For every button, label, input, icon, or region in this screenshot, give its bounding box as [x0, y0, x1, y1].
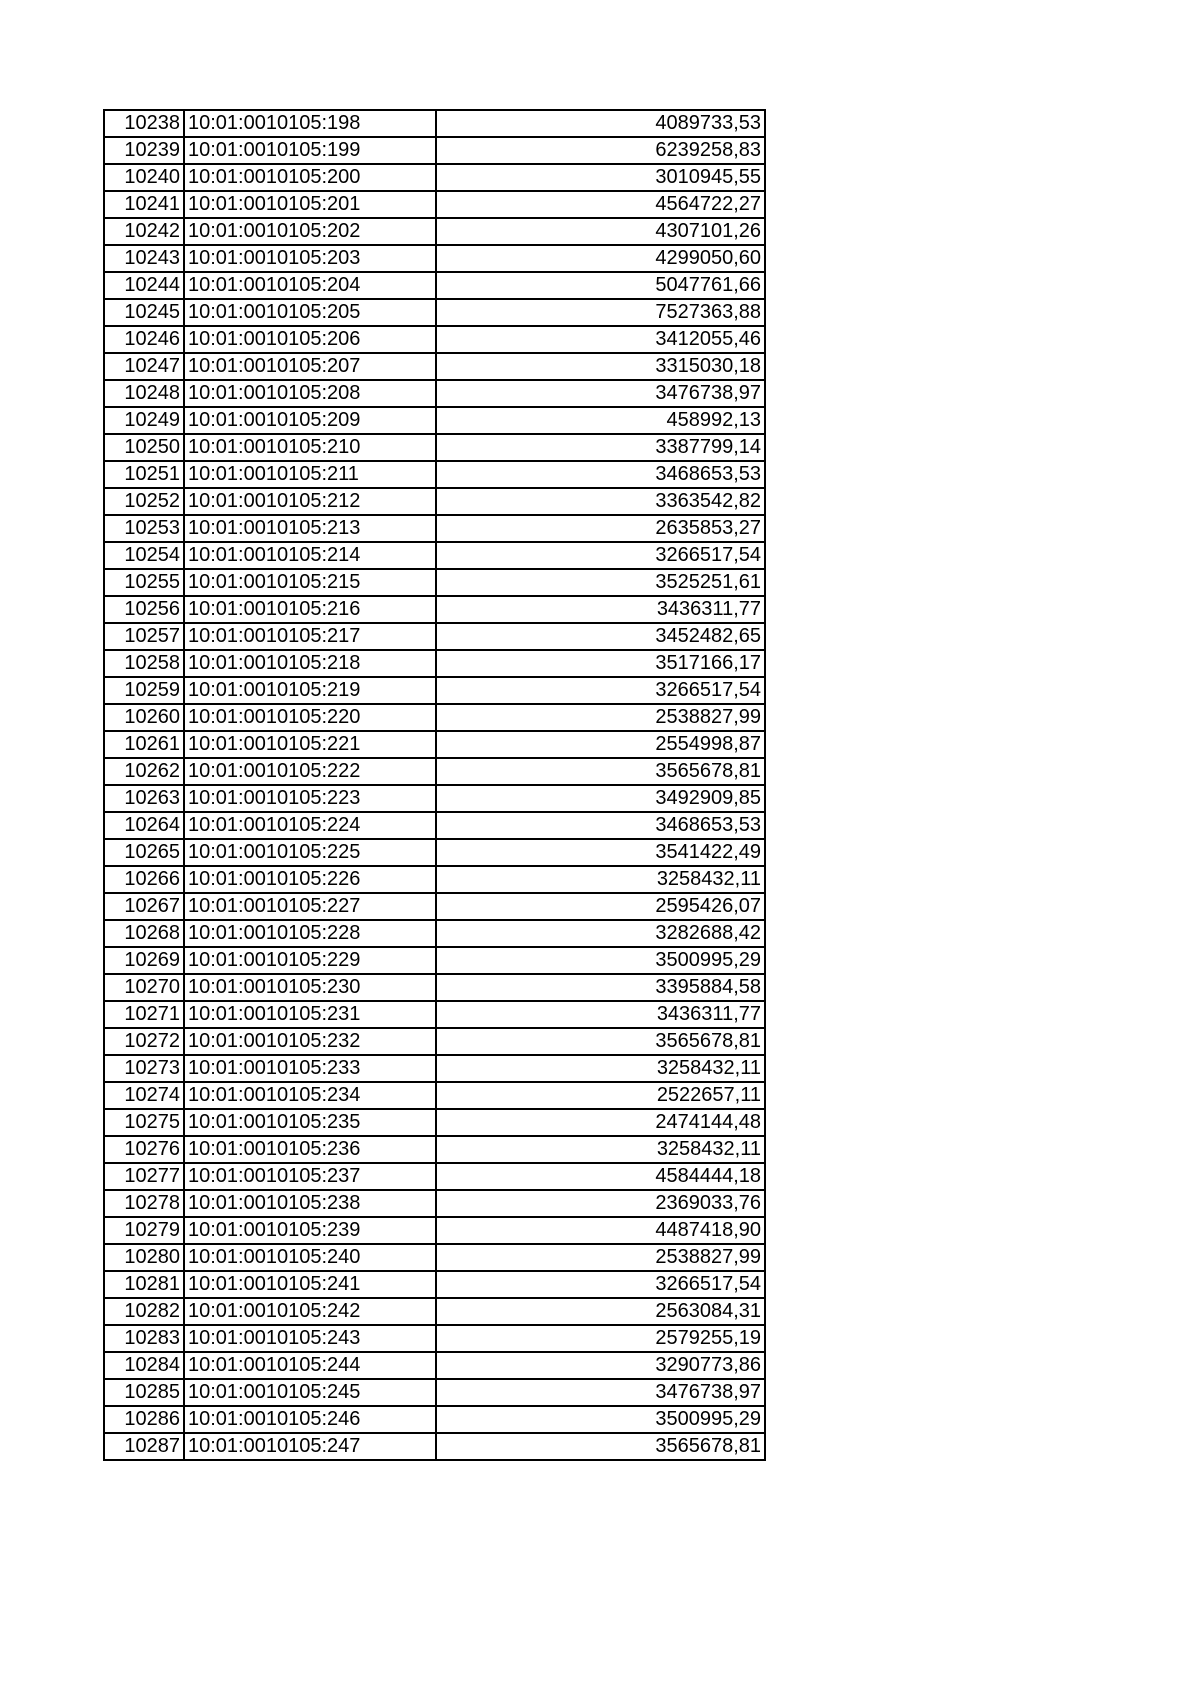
cadastral-value-cell: 2474144,48 [436, 1109, 765, 1136]
row-number-cell: 10250 [104, 434, 184, 461]
cadastral-number-cell: 10:01:0010105:200 [184, 164, 436, 191]
cadastral-value-cell: 3541422,49 [436, 839, 765, 866]
row-number-cell: 10260 [104, 704, 184, 731]
cadastral-number-cell: 10:01:0010105:210 [184, 434, 436, 461]
row-number-cell: 10277 [104, 1163, 184, 1190]
table-row [104, 920, 765, 947]
cadastral-value-cell: 2554998,87 [436, 731, 765, 758]
row-number-cell: 10243 [104, 245, 184, 272]
table-row [104, 488, 765, 515]
cadastral-value-cell: 3412055,46 [436, 326, 765, 353]
cadastral-number-cell: 10:01:0010105:240 [184, 1244, 436, 1271]
cadastral-number-cell: 10:01:0010105:218 [184, 650, 436, 677]
table-row [104, 191, 765, 218]
row-number-cell: 10273 [104, 1055, 184, 1082]
cadastral-number-cell: 10:01:0010105:225 [184, 839, 436, 866]
row-number-cell: 10271 [104, 1001, 184, 1028]
cadastral-value-cell: 2369033,76 [436, 1190, 765, 1217]
row-number-cell: 10270 [104, 974, 184, 1001]
cadastral-number-cell: 10:01:0010105:219 [184, 677, 436, 704]
cadastral-value-cell: 3266517,54 [436, 1271, 765, 1298]
cadastral-number-cell: 10:01:0010105:235 [184, 1109, 436, 1136]
cadastral-number-cell: 10:01:0010105:234 [184, 1082, 436, 1109]
cadastral-value-cell: 4299050,60 [436, 245, 765, 272]
cadastral-value-cell: 3315030,18 [436, 353, 765, 380]
table-row [104, 758, 765, 785]
cadastral-number-cell: 10:01:0010105:226 [184, 866, 436, 893]
table-row [104, 245, 765, 272]
table-row [104, 650, 765, 677]
cadastral-number-cell: 10:01:0010105:215 [184, 569, 436, 596]
row-number-cell: 10263 [104, 785, 184, 812]
cadastral-value-cell: 6239258,83 [436, 137, 765, 164]
cadastral-number-cell: 10:01:0010105:209 [184, 407, 436, 434]
row-number-cell: 10259 [104, 677, 184, 704]
cadastral-value-cell: 4564722,27 [436, 191, 765, 218]
row-number-cell: 10255 [104, 569, 184, 596]
row-number-cell: 10286 [104, 1406, 184, 1433]
row-number-cell: 10246 [104, 326, 184, 353]
row-number-cell: 10287 [104, 1433, 184, 1460]
row-number-cell: 10283 [104, 1325, 184, 1352]
table-row [104, 542, 765, 569]
table-row [104, 1109, 765, 1136]
cadastral-value-cell: 3010945,55 [436, 164, 765, 191]
cadastral-value-cell: 3476738,97 [436, 1379, 765, 1406]
row-number-cell: 10247 [104, 353, 184, 380]
cadastral-value-cell: 3500995,29 [436, 1406, 765, 1433]
table-row [104, 353, 765, 380]
cadastral-number-cell: 10:01:0010105:233 [184, 1055, 436, 1082]
row-number-cell: 10239 [104, 137, 184, 164]
cadastral-number-cell: 10:01:0010105:228 [184, 920, 436, 947]
cadastral-value-table [103, 109, 766, 1461]
table-row [104, 1325, 765, 1352]
row-number-cell: 10254 [104, 542, 184, 569]
cadastral-number-cell: 10:01:0010105:217 [184, 623, 436, 650]
cadastral-number-cell: 10:01:0010105:222 [184, 758, 436, 785]
cadastral-number-cell: 10:01:0010105:212 [184, 488, 436, 515]
row-number-cell: 10269 [104, 947, 184, 974]
table-row [104, 407, 765, 434]
table-row [104, 677, 765, 704]
row-number-cell: 10279 [104, 1217, 184, 1244]
cadastral-value-cell: 4089733,53 [436, 110, 765, 137]
cadastral-number-cell: 10:01:0010105:229 [184, 947, 436, 974]
cadastral-value-cell: 3282688,42 [436, 920, 765, 947]
table-row [104, 1136, 765, 1163]
row-number-cell: 10238 [104, 110, 184, 137]
table-row [104, 137, 765, 164]
table-body [104, 110, 765, 1460]
table-row [104, 893, 765, 920]
table-row [104, 380, 765, 407]
table-row [104, 839, 765, 866]
cadastral-number-cell: 10:01:0010105:221 [184, 731, 436, 758]
cadastral-number-cell: 10:01:0010105:208 [184, 380, 436, 407]
row-number-cell: 10240 [104, 164, 184, 191]
cadastral-value-cell: 2538827,99 [436, 704, 765, 731]
cadastral-value-cell: 3436311,77 [436, 596, 765, 623]
table-row [104, 1217, 765, 1244]
table-row [104, 569, 765, 596]
row-number-cell: 10252 [104, 488, 184, 515]
cadastral-number-cell: 10:01:0010105:204 [184, 272, 436, 299]
cadastral-number-cell: 10:01:0010105:207 [184, 353, 436, 380]
table-row [104, 1379, 765, 1406]
cadastral-value-cell: 3363542,82 [436, 488, 765, 515]
table-row [104, 812, 765, 839]
cadastral-number-cell: 10:01:0010105:245 [184, 1379, 436, 1406]
cadastral-number-cell: 10:01:0010105:231 [184, 1001, 436, 1028]
cadastral-value-cell: 3468653,53 [436, 461, 765, 488]
cadastral-value-cell: 3500995,29 [436, 947, 765, 974]
row-number-cell: 10245 [104, 299, 184, 326]
table-row [104, 272, 765, 299]
table-row [104, 218, 765, 245]
cadastral-value-cell: 3452482,65 [436, 623, 765, 650]
row-number-cell: 10275 [104, 1109, 184, 1136]
cadastral-value-cell: 3565678,81 [436, 1433, 765, 1460]
table-row [104, 461, 765, 488]
row-number-cell: 10281 [104, 1271, 184, 1298]
cadastral-value-cell: 5047761,66 [436, 272, 765, 299]
row-number-cell: 10249 [104, 407, 184, 434]
cadastral-number-cell: 10:01:0010105:230 [184, 974, 436, 1001]
table-row [104, 1163, 765, 1190]
row-number-cell: 10276 [104, 1136, 184, 1163]
row-number-cell: 10264 [104, 812, 184, 839]
cadastral-value-cell: 3266517,54 [436, 542, 765, 569]
row-number-cell: 10248 [104, 380, 184, 407]
row-number-cell: 10265 [104, 839, 184, 866]
cadastral-number-cell: 10:01:0010105:239 [184, 1217, 436, 1244]
table-row [104, 731, 765, 758]
row-number-cell: 10258 [104, 650, 184, 677]
table-row [104, 299, 765, 326]
cadastral-value-cell: 2563084,31 [436, 1298, 765, 1325]
cadastral-number-cell: 10:01:0010105:246 [184, 1406, 436, 1433]
table-row [104, 110, 765, 137]
cadastral-value-cell: 4307101,26 [436, 218, 765, 245]
row-number-cell: 10256 [104, 596, 184, 623]
row-number-cell: 10280 [104, 1244, 184, 1271]
table-row [104, 1406, 765, 1433]
cadastral-number-cell: 10:01:0010105:227 [184, 893, 436, 920]
table-row [104, 704, 765, 731]
row-number-cell: 10267 [104, 893, 184, 920]
cadastral-value-cell: 3476738,97 [436, 380, 765, 407]
cadastral-value-cell: 2538827,99 [436, 1244, 765, 1271]
cadastral-value-cell: 3258432,11 [436, 866, 765, 893]
row-number-cell: 10241 [104, 191, 184, 218]
row-number-cell: 10282 [104, 1298, 184, 1325]
cadastral-value-cell: 3436311,77 [436, 1001, 765, 1028]
cadastral-number-cell: 10:01:0010105:241 [184, 1271, 436, 1298]
row-number-cell: 10262 [104, 758, 184, 785]
table-row [104, 326, 765, 353]
cadastral-number-cell: 10:01:0010105:202 [184, 218, 436, 245]
table-row [104, 974, 765, 1001]
cadastral-value-cell: 3266517,54 [436, 677, 765, 704]
table-row [104, 434, 765, 461]
row-number-cell: 10278 [104, 1190, 184, 1217]
cadastral-number-cell: 10:01:0010105:232 [184, 1028, 436, 1055]
row-number-cell: 10257 [104, 623, 184, 650]
table-row [104, 1190, 765, 1217]
cadastral-number-cell: 10:01:0010105:238 [184, 1190, 436, 1217]
table-row [104, 596, 765, 623]
row-number-cell: 10285 [104, 1379, 184, 1406]
cadastral-value-cell: 2595426,07 [436, 893, 765, 920]
cadastral-value-cell: 7527363,88 [436, 299, 765, 326]
cadastral-number-cell: 10:01:0010105:223 [184, 785, 436, 812]
cadastral-value-cell: 3258432,11 [436, 1136, 765, 1163]
cadastral-number-cell: 10:01:0010105:244 [184, 1352, 436, 1379]
cadastral-value-cell: 3492909,85 [436, 785, 765, 812]
table-row [104, 866, 765, 893]
cadastral-number-cell: 10:01:0010105:247 [184, 1433, 436, 1460]
cadastral-number-cell: 10:01:0010105:243 [184, 1325, 436, 1352]
cadastral-number-cell: 10:01:0010105:236 [184, 1136, 436, 1163]
cadastral-value-cell: 4487418,90 [436, 1217, 765, 1244]
row-number-cell: 10242 [104, 218, 184, 245]
cadastral-number-cell: 10:01:0010105:206 [184, 326, 436, 353]
table-row [104, 1298, 765, 1325]
row-number-cell: 10266 [104, 866, 184, 893]
row-number-cell: 10268 [104, 920, 184, 947]
table-row [104, 1028, 765, 1055]
cadastral-number-cell: 10:01:0010105:199 [184, 137, 436, 164]
cadastral-number-cell: 10:01:0010105:237 [184, 1163, 436, 1190]
cadastral-number-cell: 10:01:0010105:201 [184, 191, 436, 218]
cadastral-number-cell: 10:01:0010105:205 [184, 299, 436, 326]
table-row [104, 1352, 765, 1379]
cadastral-value-cell: 4584444,18 [436, 1163, 765, 1190]
cadastral-number-cell: 10:01:0010105:213 [184, 515, 436, 542]
cadastral-value-cell: 2579255,19 [436, 1325, 765, 1352]
cadastral-value-cell: 3468653,53 [436, 812, 765, 839]
cadastral-value-cell: 3387799,14 [436, 434, 765, 461]
row-number-cell: 10284 [104, 1352, 184, 1379]
cadastral-value-cell: 3290773,86 [436, 1352, 765, 1379]
cadastral-number-cell: 10:01:0010105:211 [184, 461, 436, 488]
table-row [104, 1244, 765, 1271]
cadastral-number-cell: 10:01:0010105:220 [184, 704, 436, 731]
row-number-cell: 10244 [104, 272, 184, 299]
row-number-cell: 10261 [104, 731, 184, 758]
cadastral-value-cell: 3565678,81 [436, 758, 765, 785]
cadastral-number-cell: 10:01:0010105:224 [184, 812, 436, 839]
table-row [104, 623, 765, 650]
table-row [104, 1433, 765, 1460]
cadastral-value-cell: 3517166,17 [436, 650, 765, 677]
row-number-cell: 10253 [104, 515, 184, 542]
table-row [104, 785, 765, 812]
table-row [104, 515, 765, 542]
cadastral-number-cell: 10:01:0010105:216 [184, 596, 436, 623]
cadastral-number-cell: 10:01:0010105:214 [184, 542, 436, 569]
row-number-cell: 10274 [104, 1082, 184, 1109]
cadastral-value-cell: 3525251,61 [436, 569, 765, 596]
row-number-cell: 10251 [104, 461, 184, 488]
table-row [104, 1001, 765, 1028]
table-row [104, 1055, 765, 1082]
cadastral-number-cell: 10:01:0010105:198 [184, 110, 436, 137]
cadastral-value-cell: 2635853,27 [436, 515, 765, 542]
table-row [104, 1271, 765, 1298]
table-row [104, 164, 765, 191]
table-row [104, 1082, 765, 1109]
cadastral-value-cell: 3395884,58 [436, 974, 765, 1001]
cadastral-number-cell: 10:01:0010105:242 [184, 1298, 436, 1325]
row-number-cell: 10272 [104, 1028, 184, 1055]
cadastral-value-cell: 458992,13 [436, 407, 765, 434]
cadastral-value-cell: 2522657,11 [436, 1082, 765, 1109]
cadastral-value-cell: 3258432,11 [436, 1055, 765, 1082]
cadastral-number-cell: 10:01:0010105:203 [184, 245, 436, 272]
cadastral-value-cell: 3565678,81 [436, 1028, 765, 1055]
table-row [104, 947, 765, 974]
